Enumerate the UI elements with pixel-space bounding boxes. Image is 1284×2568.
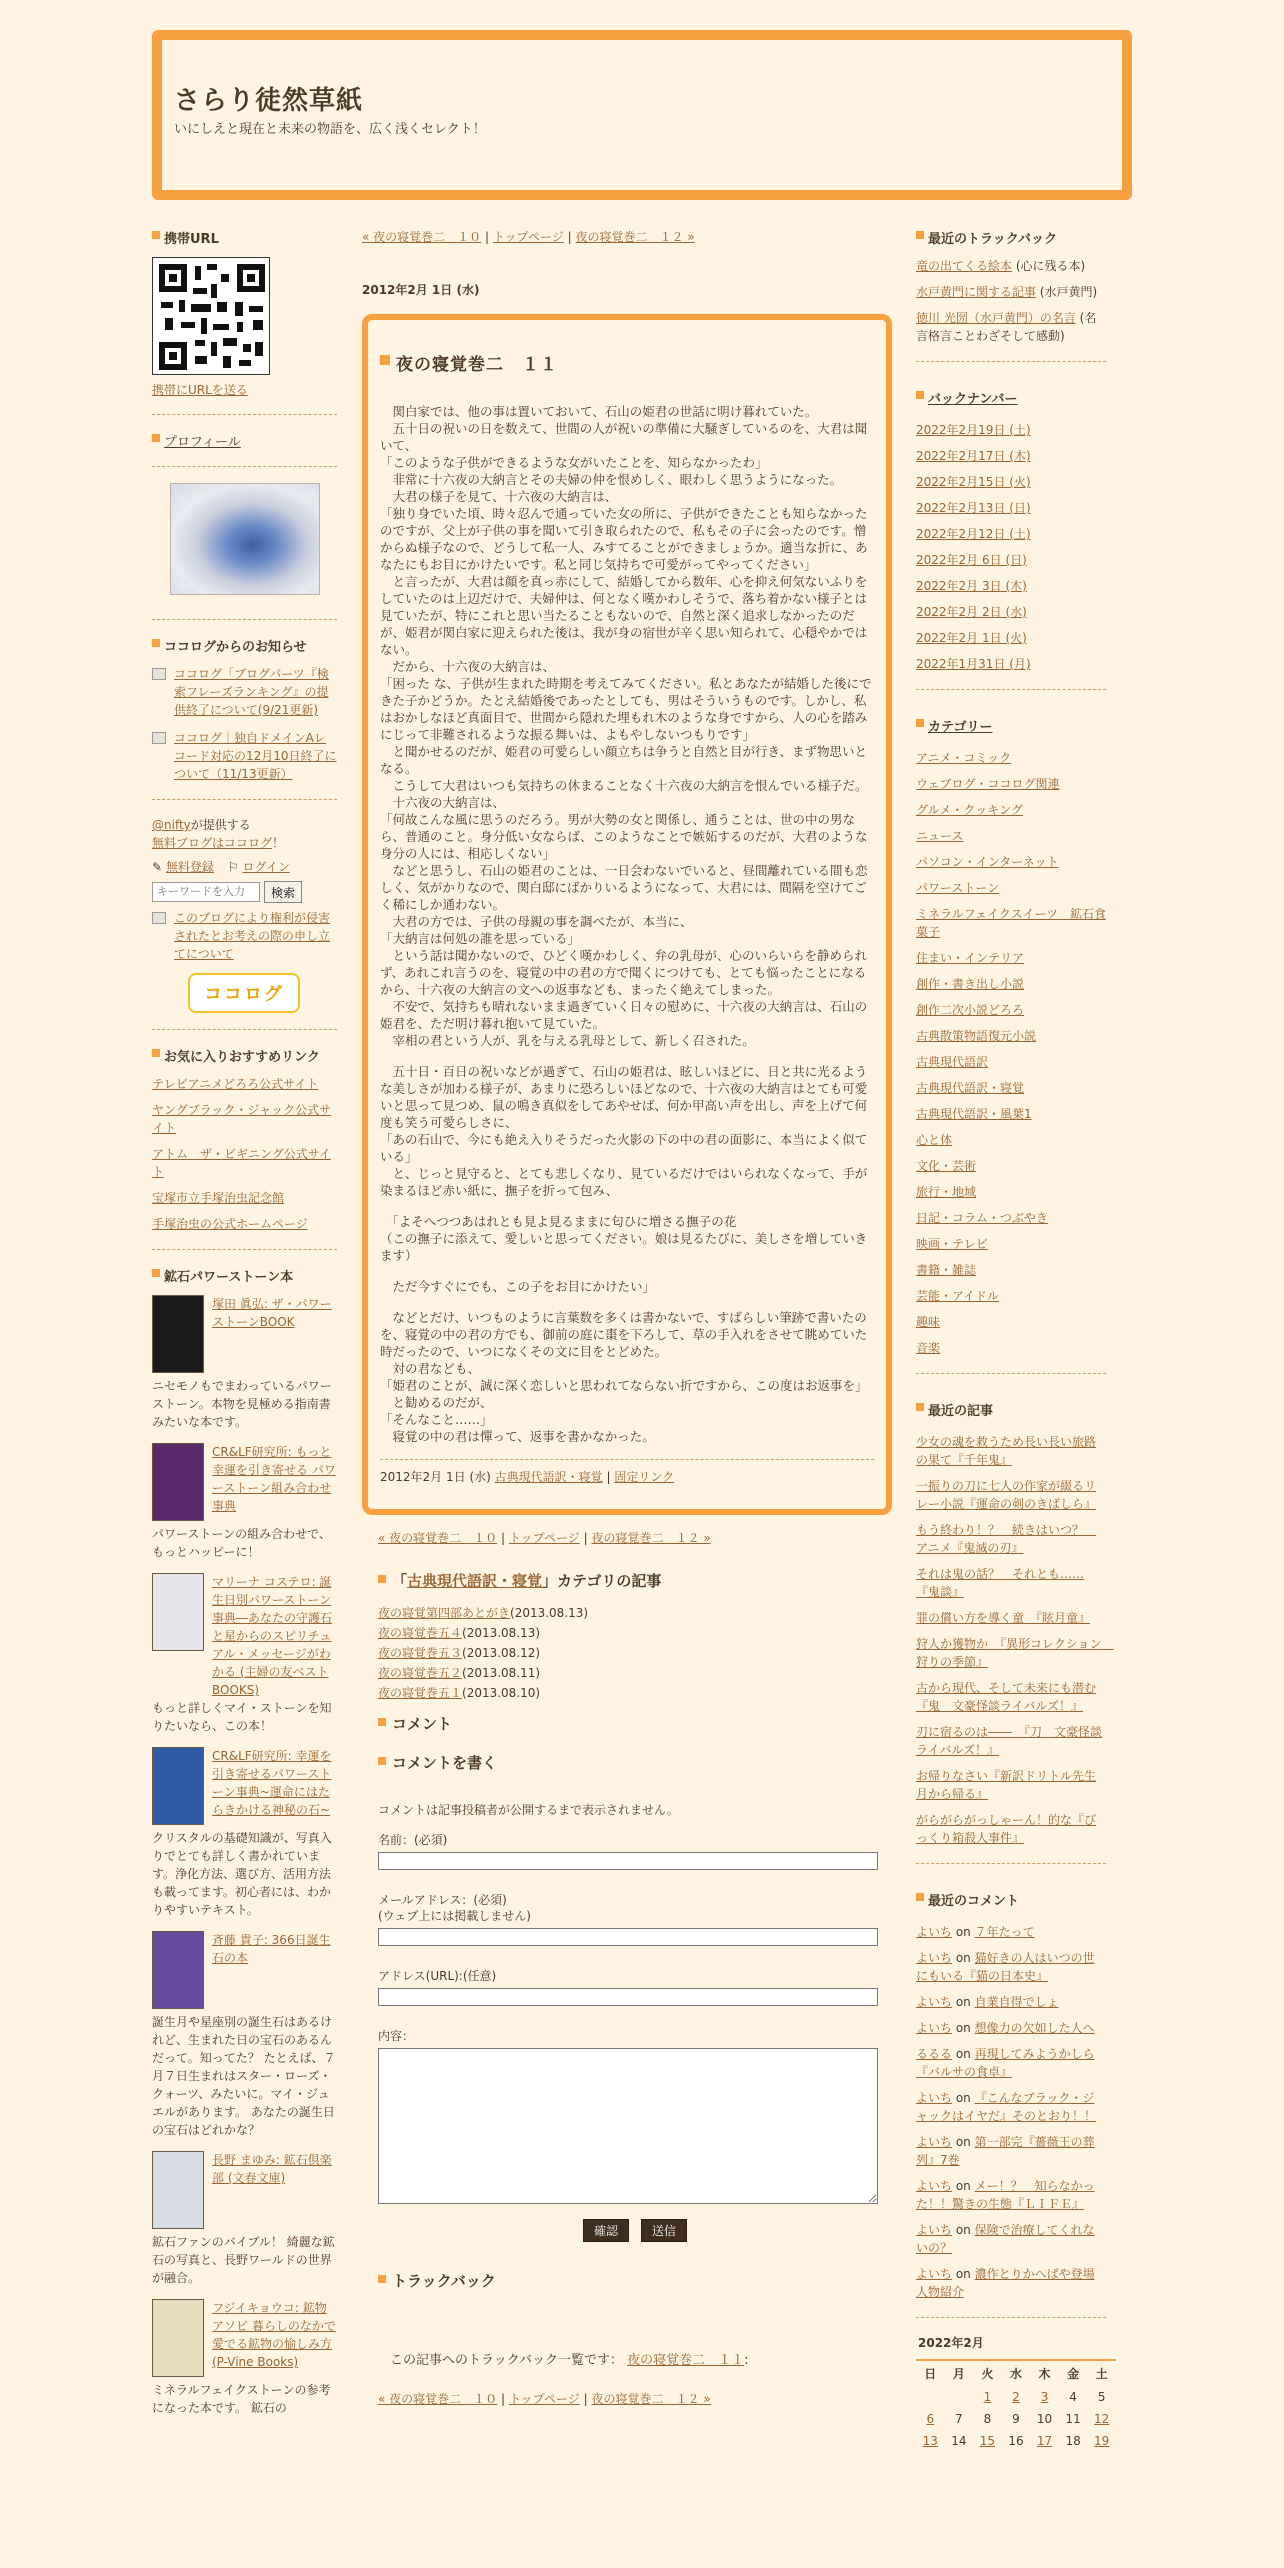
book-cover[interactable]	[152, 1443, 204, 1521]
book-title-link[interactable]: マリーナ コステロ: 誕生日別パワーストーン事典―あなたの守護石と星からのスピリチュアル・メッセージがわかる (主婦の友ベストBOOKS)	[212, 1575, 333, 1697]
signup-icon: ✎	[152, 860, 163, 874]
list-item: 2022年2月 2日 (水)	[916, 605, 1027, 619]
list-item: 徳川 光圀（水戸黄門）の名言 (名言格言ことわざそして感動)	[916, 311, 1097, 343]
commenter-link[interactable]: よいち	[916, 2267, 953, 2281]
calendar-day-link[interactable]: 19	[1094, 2434, 1110, 2448]
entry-poem: 「よそへつつあはれとも見よ見るままに匂ひに増さる撫子の花 （この撫子に添えて、愛しいと思ってください。娘は見るたびに、美しさを増していきます）	[380, 1214, 868, 1263]
entry-body: ただ今すぐにでも、この子をお目にかけたい」	[380, 1279, 656, 1294]
left-sidebar	[152, 228, 337, 2429]
signup-link[interactable]: 無料登録	[165, 860, 214, 874]
profile-link[interactable]: プロフィール	[152, 431, 337, 450]
recent-article-link[interactable]: 刃に宿るのは―― 『刀 文豪怪談ライバルズ！』	[916, 1725, 1103, 1757]
calendar-day-link[interactable]: 12	[1094, 2412, 1110, 2426]
commenter-link[interactable]: よいち	[916, 1951, 953, 1965]
send-url-to-mobile-link[interactable]: 携帯にURLを送る	[152, 383, 248, 397]
prev-entry-link[interactable]: « 夜の寝覚巻二 １０	[362, 230, 482, 244]
list-item: 夜の寝覚巻五４(2013.08.13)	[378, 1626, 541, 1640]
entry-body: 五十日・百日の祝いなどが過ぎて、石山の姫君は、眩しいほどに、日と共に光るような美しさが加わる様子が、あまりに恐ろしいほどなので、十六夜の大納言はとても可愛いと思って見つめ、鼠の鳴き真似をしてあやせば、何か甲高い声を出し、声を上げて何度も笑う可愛らしさに、 「あの石山で、今にも絶え入りそうだった火影の下の中の君の面影に、本当によく似ている」 と、じっと見守ると、とても悲しくなり、見ているだけではいられなくなって、手が染まるほど赤い紙に、撫子を折って包み、	[380, 1064, 868, 1198]
book-cover[interactable]	[152, 2151, 204, 2229]
notice-icon	[152, 668, 166, 680]
list-item: 2022年2月12日 (土)	[916, 527, 1031, 541]
recent-article-link[interactable]: お帰りなさい『新訳ドリトル先生月から帰る』	[916, 1769, 1097, 1801]
calendar-weekday: 火	[981, 2367, 994, 2381]
list-item	[916, 1949, 1106, 1985]
calendar-day-link[interactable]: 1	[983, 2390, 992, 2404]
book-item	[152, 1443, 337, 1561]
notice-icon	[152, 912, 166, 924]
recent-articles	[916, 1433, 1114, 1847]
trackback-entry-link[interactable]: 夜の寝覚巻二 １１	[627, 2353, 745, 2368]
entry-nav-top: « 夜の寝覚巻二 １０ | トップページ | 夜の寝覚巻二 １２ »	[362, 230, 695, 244]
divider	[916, 2317, 1106, 2318]
calendar-table	[916, 2359, 1116, 2452]
calendar-day	[1030, 2386, 1059, 2408]
divider	[916, 361, 1106, 362]
post-entry-section	[362, 1570, 892, 2407]
divider	[152, 799, 337, 800]
comment-buttons	[378, 2219, 892, 2242]
entry-date-heading: 2012年2月 1日 (水)	[362, 283, 480, 297]
list-item	[916, 1313, 1106, 1331]
list-item	[916, 2019, 1106, 2037]
book-item	[152, 1295, 337, 1431]
calendar-day	[945, 2386, 974, 2408]
list-item	[916, 749, 1106, 767]
cocolog-logo[interactable]: ココログ	[188, 973, 300, 1013]
search-input[interactable]	[152, 882, 260, 902]
list-item: 2022年2月 3日 (木)	[916, 579, 1027, 593]
free-blog-link[interactable]: 無料ブログはココログ	[152, 836, 273, 850]
category-link[interactable]: 古典現代語訳・風葉1	[916, 1107, 1032, 1121]
calendar-weekday: 土	[1095, 2367, 1108, 2381]
calendar-day	[916, 2386, 945, 2408]
recent-article-link[interactable]: もう終わり！？ 続きはいつ？ アニメ『鬼滅の刃』	[916, 1523, 1097, 1555]
comment-on-text: on	[952, 1925, 975, 1939]
list-item	[916, 2265, 1106, 2301]
nifty-credit: @niftyが提供する 無料ブログはココログ！	[152, 818, 285, 850]
list-item: 2022年2月17日 (木)	[916, 449, 1031, 463]
comment-on-text: on	[952, 2091, 975, 2105]
list-item	[916, 1923, 1106, 1941]
recent-article-link[interactable]: がらがらがっしゃーん！的な『びっくり箱殺人事件』	[916, 1813, 1097, 1845]
list-item	[916, 1767, 1106, 1803]
blog-title[interactable]: さらり徒然草紙	[174, 86, 364, 116]
book-cover[interactable]	[152, 1573, 204, 1651]
book-title-link[interactable]: フジイキョウコ: 鉱物アソビ 暮らしのなかで愛でる鉱物の愉しみ方 (P-Vine Books)	[212, 2301, 336, 2369]
category-link[interactable]: 古典現代語訳	[916, 1055, 989, 1069]
list-item	[916, 1131, 1106, 1149]
book-desc: ニセモノもでまわっているパワーストーン。本物を見極める指南書みたいな本です。	[152, 1379, 332, 1429]
list-item	[916, 1183, 1106, 1201]
calendar-day-link[interactable]: 2	[1012, 2390, 1020, 2404]
calendar-day: 18	[1065, 2434, 1081, 2448]
list-item	[916, 1157, 1106, 1175]
list-item: 夜の寝覚巻五３(2013.08.12)	[378, 1646, 541, 1660]
list-item	[916, 1679, 1106, 1715]
entry-body: 関白家では、他の事は置いておいて、石山の姫君の世話に明け暮れていた。 五十日の祝いの日を数えて、世間の人が祝いの準備に大騒ぎしているのを、大君は聞いて、 「このような子供ができるような女がいたことを、知らなかったわ」 非常に十六夜の大納言とその夫婦の仲を恨めしく、眼わしく思うようになった。 大君の様子を見て、十六夜の大納言は、 「独り身でいた頃、時々忍んで通っていた女の所に、子供ができたことも知らなかったのですが、父上が子供の事を聞いて引き取られたので、私もその子に会ったのです。憎からぬ様子なので、どうして私一人、みすてることができましょうか。適当な折に、あなたにもお目にかけたいです。私と同じ気持ちで可愛がってやってください」 と言ったが、大君は顔を真っ赤にして、結婚してから数年、心を抑え何気ないふりをしていたのは上辺だけで、夫婦仲は、何となく嘆かわしそうで、落ち着かない様子とは見ていたが、特にこれと思い当たることもないので、自然と深く追求しなかったのだが、姫君が関白家に迎えられた後は、我が身の宿世が辛く思い知られて、心穏やかではない。 だから、十六夜の大納言は、 「困った な、子供が生まれた時期を考えてみてください。私とあなたが結婚した後にできた子かどうか。たとえ結婚後であったとしても、男はそういうものです。しかし、私はおかしなほど真面目で、世間から隠れた埋もれ木のような身ですから、人の心を踏みにじって非難されるような振る舞いは、よもやしないつもりです」 と聞かせるのだが、姫君の可愛らしい顔立ちは争うと自然と目が行き、まず物思いとなる。 こうして大君はいつも気持ちの休まることなく十六夜の大納言を恨んでいる様子だ。 十六夜の大納言は、 「何故こんな風に思うのだろう。男が大勢の女と関係し、通うことは、世の中の男なら、普通のこと。身分低い女ならば、このようなことで嫉妬するのだが、大君のような身分の人には、相応しくない」 などと思うし、石山の姫君のことは、一日会わないでいると、昼間離れている間も恋しく、気がかりなので、関白邸にばかりいるようになって、大君には、間隔を空けてごく稀にしか通わない。 大君の方では、子供の母親の事を調べたが、本当に、 「大納言は何処の誰を思っている」 という話は聞かないので、ひどく嘆かわしく、弁の乳母が、心のいらいらを静められず、あれこれ言うのを、寝覚の中の君の方で聞くにつけても、とても悩ったことになるから、十六夜の大納言の文への返事なども、まったく絶えてしまった。 不安で、気持ちも晴れないまま過ぎていく日々の慰めに、十六夜の大納言は、石山の姫君を、ただ明け暮れ抱いて見ていた。 宰相の君という人が、乳を与える乳母として、新しく召された。	[380, 404, 872, 1048]
calendar-weekday: 金	[1067, 2367, 1080, 2381]
next-entry-link[interactable]: 夜の寝覚巻二 １２ »	[575, 230, 695, 244]
book-desc: クリスタルの基礎知識が、写真入りでとても詳しく書かれています。浄化方法、選び方、活用方法も載ってます。初心者には、わかりやすいテキスト。	[152, 1831, 332, 1917]
next-entry-link[interactable]: 夜の寝覚巻二 １２ »	[591, 2392, 711, 2406]
category-link[interactable]: 古典散策物語復元小説	[916, 1029, 1037, 1043]
category-heading-link[interactable]: 古典現代語訳・寝覚	[407, 1572, 543, 1590]
list-item: 夜の寝覚第四部あとがき(2013.08.13)	[378, 1606, 589, 1620]
list-item	[916, 775, 1106, 793]
category-link[interactable]: 文化・芸術	[916, 1159, 977, 1173]
commented-article-link[interactable]: 『こんなブラック・ジャックはイヤだ』そのとおり！！	[916, 2091, 1097, 2123]
category-link[interactable]: 日記・コラム・つぶやき	[916, 1211, 1048, 1225]
list-item	[916, 1105, 1106, 1123]
list-item	[916, 1635, 1114, 1671]
books-heading: 鉱石パワーストーン本	[152, 1266, 337, 1285]
category-link[interactable]: 創作・書き出し小説	[916, 977, 1025, 991]
nifty-link[interactable]: @nifty	[152, 818, 191, 832]
book-cover[interactable]	[152, 1295, 204, 1373]
next-entry-link[interactable]: 夜の寝覚巻二 １２ »	[591, 1531, 711, 1545]
url-field[interactable]	[378, 1988, 878, 2006]
list-item: アトム ザ・ビギニング公式サイト	[152, 1147, 331, 1179]
calendar-weekday: 日	[924, 2367, 937, 2381]
commented-article-link[interactable]: 自業自得でしょ	[974, 1995, 1059, 2009]
comment-note: コメントは記事投稿者が公開するまで表示されません。	[378, 1803, 679, 1817]
url-label: アドレス(URL):(任意)	[378, 1969, 497, 1983]
recent-article-link[interactable]: 古から現代、そして未来にも潜む『鬼 文豪怪談ライバルズ！』	[916, 1681, 1097, 1713]
list-item: 夜の寝覚巻五２(2013.08.11)	[378, 1666, 541, 1680]
category-link[interactable]: ニュース	[916, 829, 964, 843]
list-item: 竜の出てくる絵本 (心に残る本)	[916, 259, 1086, 273]
list-item	[916, 2045, 1106, 2081]
recent-trackbacks	[916, 257, 1106, 345]
commenter-link[interactable]: よいち	[916, 2021, 953, 2035]
list-item: 手塚治虫の公式ホームページ	[152, 1217, 308, 1231]
links-heading: お気に入りおすすめリンク	[152, 1046, 337, 1065]
confirm-button[interactable]: 確認	[583, 2219, 629, 2242]
calendar-day: 7	[955, 2412, 963, 2426]
comment-on-text: on	[952, 2267, 975, 2281]
recent-comments	[916, 1923, 1106, 2301]
calendar	[916, 2334, 1116, 2452]
category-heading[interactable]: カテゴリー	[916, 716, 1106, 735]
account-links	[152, 858, 337, 875]
notice-link[interactable]: ココログ｜独自ドメインAレコード対応の12月10日終了について（11/13更新）	[174, 731, 337, 781]
recent-article-link[interactable]: 少女の魂を救うため長い長い旅路の果て『千年鬼』	[916, 1435, 1097, 1467]
entry-title: 夜の寝覚巻二 １１	[380, 350, 874, 375]
divider	[916, 1373, 1106, 1374]
book-item	[152, 1573, 337, 1735]
list-item	[916, 2177, 1106, 2213]
category-link[interactable]: 映画・テレビ	[916, 1237, 988, 1251]
category-link[interactable]: 住まい・インテリア	[916, 951, 1025, 965]
list-item: 2022年2月 1日 (火)	[916, 631, 1027, 645]
calendar-day	[916, 2408, 945, 2430]
top-page-link[interactable]: トップページ	[508, 1531, 580, 1545]
book-desc: 鉱石ファンのバイブル！ 綺麗な鉱石の写真と、長野ワールドの世界が融合。	[152, 2235, 335, 2285]
commented-article-link[interactable]: 猫好きの人はいつの世にもいる『猫の日本史』	[916, 1951, 1095, 1983]
rights-notice	[152, 909, 337, 963]
book-title-link[interactable]: CR&LF研究所: 幸運を引き寄せるパワーストーン事典~運命にはたらきかける神秘の石~	[212, 1749, 332, 1817]
list-item	[916, 879, 1106, 897]
write-comment-heading: コメントを書く	[378, 1752, 892, 1773]
content-label: 内容：	[378, 2029, 415, 2043]
book-desc: ミネラルフェイクストーンの参考になった本です。 鉱石の	[152, 2383, 331, 2415]
list-item: 水戸黄門に関する記事 (水戸黄門)	[916, 285, 1098, 299]
email-field[interactable]	[378, 1928, 878, 1946]
qr-code	[152, 257, 270, 375]
book-desc: パワーストーンの組み合わせで、もっとハッピーに！	[152, 1527, 331, 1559]
comment-on-text: on	[952, 2135, 975, 2149]
list-item	[916, 1339, 1106, 1357]
divider	[916, 1863, 1106, 1864]
category-link[interactable]: 古典現代語訳・寝覚	[916, 1081, 1025, 1095]
commented-article-link[interactable]: 再現してみようかしら『バルサの食卓』	[916, 2047, 1095, 2079]
list-item	[916, 975, 1106, 993]
list-item	[916, 1521, 1106, 1557]
calendar-day: 16	[1008, 2434, 1024, 2448]
list-item	[916, 1053, 1106, 1071]
commented-article-link[interactable]: メー！？ 知らなかった！！驚きの生態『ＬＩＦＥ』	[916, 2179, 1095, 2211]
backnumber-heading[interactable]: バックナンバー	[916, 388, 1106, 407]
book-title-link[interactable]: 斉藤 貴子: 366日誕生石の本	[212, 1933, 331, 1965]
commented-article-link[interactable]: 第一部完『薔薇王の葬列』7巻	[916, 2135, 1095, 2167]
divider	[916, 689, 1106, 690]
recent-article-link[interactable]: 罪の償い方を導く童 『眩月童』	[916, 1611, 1091, 1625]
entry-nav-bottom: « 夜の寝覚巻二 １０ | トップページ | 夜の寝覚巻二 １２ »	[378, 2392, 711, 2406]
calendar-day	[973, 2430, 1002, 2452]
entry-footer: 2012年2月 1日 (水) 古典現代語訳・寝覚 | 固定リンク	[380, 1459, 874, 1485]
list-item	[916, 1993, 1106, 2011]
login-link[interactable]: ログイン	[242, 860, 290, 874]
book-item	[152, 2151, 337, 2287]
comment-textarea[interactable]	[378, 2048, 878, 2204]
calendar-day: 8	[983, 2412, 992, 2426]
category-articles	[378, 1603, 892, 1703]
prev-entry-link[interactable]: « 夜の寝覚巻二 １０	[378, 1531, 498, 1545]
comments-heading: コメント	[378, 1713, 892, 1734]
commented-article-link[interactable]: ７年たって	[974, 1925, 1035, 1939]
category-link[interactable]: 音楽	[916, 1341, 941, 1355]
cocolog-notice-heading: ココログからのお知らせ	[152, 636, 337, 655]
calendar-day: 5	[1097, 2390, 1106, 2404]
commented-article-link[interactable]: 想像力の欠如した人へ	[974, 2021, 1095, 2035]
list-item	[916, 1235, 1106, 1253]
favorite-links	[152, 1075, 337, 1233]
commenter-link[interactable]: よいち	[916, 1995, 953, 2009]
comment-on-text: on	[952, 1995, 975, 2009]
calendar-day	[1087, 2430, 1116, 2452]
category-link[interactable]: ミネラルフェイクスイーツ 鉱石食菓子	[916, 907, 1106, 939]
list-item	[916, 1609, 1106, 1627]
rights-link[interactable]: このブログにより権利が侵害されたとお考えの際の申し立てについて	[174, 911, 331, 961]
calendar-weekday: 水	[1009, 2367, 1022, 2381]
list-item	[916, 1565, 1106, 1601]
name-field[interactable]	[378, 1852, 878, 1870]
list-item	[916, 1079, 1106, 1097]
book-title-link[interactable]: 長野 まゆみ: 鉱石倶楽部 (文春文庫)	[212, 2153, 332, 2185]
list-item: 2022年2月13日 (日)	[916, 501, 1031, 515]
commenter-link[interactable]: よいち	[916, 2223, 953, 2237]
list-item: ヤングブラック・ジャック公式サイト	[152, 1103, 332, 1135]
calendar-day-link[interactable]: 13	[922, 2434, 938, 2448]
recent-article-link[interactable]: 一振りの刀に七人の作家が綴るリレー小説『運命の剣のきばしら』	[916, 1479, 1097, 1511]
backnumbers	[916, 421, 1106, 673]
entry-body: などとだけ、いつものように言葉数を多くは書かないで、すばらしい筆跡で書いたのを、寝覚の中の君の方でも、御前の庭に棗を下ろして、草の手入れをさせて眺めていた時だったので、いつになくその文に目をとどめた。 対の君なども、 「姫君のことが、誠に深く恋しいと思われてならない折ですから、この度はお返事を」 と勧めるのだが、 「そんなこと……」 寝覚の中の君は憚って、返事を書かなかった。	[380, 1310, 868, 1444]
list-item	[916, 1723, 1106, 1759]
calendar-day-link[interactable]: 17	[1036, 2434, 1053, 2448]
calendar-day-link[interactable]: 6	[926, 2412, 935, 2426]
category-link[interactable]: ウェブログ・ココログ関連	[916, 777, 1060, 791]
list-item	[916, 2089, 1106, 2125]
entry-category-link[interactable]: 古典現代語訳・寝覚	[494, 1470, 603, 1484]
divider	[152, 1029, 337, 1030]
book-item	[152, 2299, 337, 2417]
right-sidebar	[916, 228, 1114, 2452]
category-link[interactable]: 芸能・アイドル	[916, 1289, 999, 1303]
notice-icon	[152, 732, 166, 744]
list-item	[916, 1287, 1106, 1305]
prev-entry-link[interactable]: « 夜の寝覚巻二 １０	[378, 2392, 498, 2406]
list-item: 2022年2月15日 (火)	[916, 475, 1031, 489]
mobile-url-heading: 携帯URL	[152, 228, 337, 247]
notice-item	[152, 729, 337, 783]
list-item: 2022年2月 6日 (日)	[916, 553, 1027, 567]
blog-description: いにしえと現在と未来の物語を、広く浅くセレクト！	[174, 122, 486, 137]
list-item: テレビアニメどろろ公式サイト	[152, 1077, 319, 1091]
commenter-link[interactable]: よいち	[916, 2091, 953, 2105]
calendar-day: 9	[1012, 2412, 1020, 2426]
book-desc: 誕生月や星座別の誕生石はあるけれど、生まれた日の宝石のあるんだって。知ってた？ たとえば、７月７日生まれはスター・ローズ・クォーツ、みたいに。マイ・ジュエルがあります。 あなたの誕生日の宝石はどれかな？	[152, 2015, 336, 2137]
category-link[interactable]: グルメ・クッキング	[916, 803, 1023, 817]
commenter-link[interactable]: るるる	[916, 2047, 953, 2061]
list-item	[916, 801, 1106, 819]
recent-article-link[interactable]: それは鬼の話？ それとも……『鬼談』	[916, 1567, 1085, 1599]
calendar-weekday: 木	[1038, 2367, 1051, 2381]
category-link[interactable]: 旅行・地域	[916, 1185, 977, 1199]
commenter-link[interactable]: よいち	[916, 2179, 953, 2193]
list-item	[916, 2133, 1106, 2169]
top-page-link[interactable]: トップページ	[492, 230, 564, 244]
list-item	[916, 1027, 1106, 1045]
book-item	[152, 1747, 337, 1919]
trackback-list-text: この記事へのトラックバック一覧です： 夜の寝覚巻二 １１:	[390, 2353, 749, 2368]
commenter-link[interactable]: よいち	[916, 2135, 953, 2149]
divider	[152, 619, 337, 620]
comment-on-text: on	[952, 2047, 975, 2061]
notice-link[interactable]: ココログ「ブログパーツ『検索フレーズランキング』の提供終了について(9/21更新)	[174, 667, 329, 717]
categories	[916, 749, 1106, 1357]
recent-comments-heading: 最近のコメント	[916, 1890, 1106, 1909]
name-label: 名前：(必須)	[378, 1833, 448, 1847]
entry-nav-middle: « 夜の寝覚巻二 １０ | トップページ | 夜の寝覚巻二 １２ »	[378, 1531, 711, 1545]
book-title-link[interactable]: 塚田 眞弘: ザ・パワーストーンBOOK	[212, 1297, 332, 1329]
list-item	[916, 1001, 1106, 1019]
search-form	[152, 881, 337, 903]
list-item	[916, 2221, 1106, 2257]
notice-item	[152, 665, 337, 719]
comment-on-text: on	[952, 2223, 975, 2237]
list-item	[916, 905, 1106, 941]
calendar-day	[1030, 2430, 1059, 2452]
calendar-day: 14	[951, 2434, 967, 2448]
comment-on-text: on	[952, 2179, 975, 2193]
entry	[362, 314, 892, 1515]
search-button[interactable]: 検索	[264, 881, 302, 903]
category-link[interactable]: パソコン・インターネット	[916, 855, 1059, 869]
book-cover[interactable]	[152, 1931, 204, 2009]
recent-trackbacks-heading: 最近のトラックバック	[916, 228, 1106, 247]
list-item	[916, 1209, 1106, 1227]
blog-banner	[152, 30, 1132, 200]
book-title-link[interactable]: CR&LF研究所: もっと幸運を引き寄せる パワーストーン組み合わせ事典	[212, 1445, 336, 1513]
permalink[interactable]: 固定リンク	[614, 1470, 675, 1484]
trackback-heading: トラックバック	[378, 2270, 892, 2291]
commented-article-link[interactable]: 濃作とりかへばや登場人物紹介	[916, 2267, 1095, 2299]
profile-image[interactable]	[170, 483, 320, 595]
comment-on-text: on	[952, 2021, 975, 2035]
category-link[interactable]: 趣味	[916, 1315, 941, 1329]
calendar-day	[1087, 2408, 1116, 2430]
list-item: 2022年2月19日 (土)	[916, 423, 1031, 437]
calendar-day	[1002, 2386, 1031, 2408]
category-link[interactable]: 創作二次小説どろろ	[916, 1003, 1025, 1017]
calendar-title: 2022年2月	[918, 2336, 984, 2350]
list-item	[916, 949, 1106, 967]
category-link[interactable]: パワーストーン	[916, 881, 1000, 895]
recent-article-link[interactable]: 狩人か獲物か 『異形コレクション 狩りの季節』	[916, 1637, 1114, 1669]
top-page-link[interactable]: トップページ	[508, 2392, 580, 2406]
calendar-day: 10	[1036, 2412, 1053, 2426]
divider	[152, 466, 337, 467]
list-item	[916, 1477, 1106, 1513]
list-item: 宝塚市立手塚治虫記念館	[152, 1191, 285, 1205]
category-articles-heading: 「古典現代語訳・寝覚」カテゴリの記事	[378, 1570, 892, 1591]
calendar-day	[973, 2386, 1002, 2408]
email-label: メールアドレス：(必須) (ウェブ上には掲載しません)	[378, 1893, 531, 1923]
book-desc: もっと詳しくマイ・ストーンを知りたいなら、この本！	[152, 1701, 332, 1733]
category-link[interactable]: 書籍・雑誌	[916, 1263, 977, 1277]
submit-button[interactable]: 送信	[641, 2219, 687, 2242]
main-content	[362, 228, 892, 2443]
calendar-day-link[interactable]: 3	[1040, 2390, 1049, 2404]
login-icon: ⚐	[227, 860, 239, 874]
list-item: 2022年1月31日 (月)	[916, 657, 1031, 671]
divider	[152, 414, 337, 415]
category-link[interactable]: アニメ・コミック	[916, 751, 1012, 765]
list-item	[916, 827, 1106, 845]
comment-on-text: on	[952, 1951, 975, 1965]
calendar-day-link[interactable]: 15	[979, 2434, 996, 2448]
book-item	[152, 1931, 337, 2139]
category-link[interactable]: 心と体	[916, 1133, 953, 1147]
commenter-link[interactable]: よいち	[916, 1925, 953, 1939]
calendar-day: 4	[1069, 2390, 1077, 2404]
calendar-weekday: 月	[952, 2367, 965, 2381]
list-item: 夜の寝覚巻五１(2013.08.10)	[378, 1686, 541, 1700]
recent-articles-heading: 最近の記事	[916, 1400, 1106, 1419]
list-item	[916, 853, 1106, 871]
book-cover[interactable]	[152, 1747, 204, 1825]
book-cover[interactable]	[152, 2299, 204, 2377]
divider	[152, 1249, 337, 1250]
list-item	[916, 1261, 1106, 1279]
list-item	[916, 1811, 1106, 1847]
calendar-day	[916, 2430, 945, 2452]
commented-article-link[interactable]: 保険で治療してくれないの？	[916, 2223, 1095, 2255]
calendar-day: 11	[1065, 2412, 1081, 2426]
list-item	[916, 1433, 1106, 1469]
